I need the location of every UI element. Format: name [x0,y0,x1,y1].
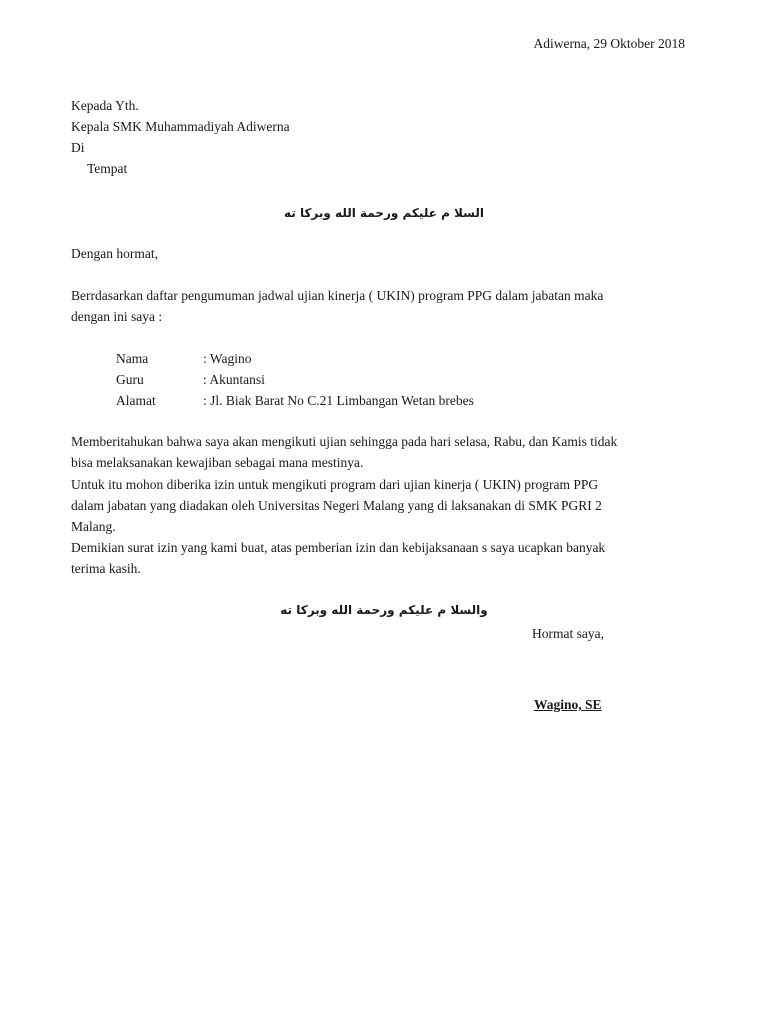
body-p2-line-1: Untuk itu mohon diberika izin untuk mengikuti program dari ujian kinerja ( UKIN) program PPG [71,477,599,492]
closing-phrase: Hormat saya, [532,626,604,641]
intro-line-1: Berrdasarkan daftar pengumuman jadwal ujian kinerja ( UKIN) program PPG dalam jabatan maka [71,288,604,303]
field-label-guru: Guru [116,372,144,387]
body-p3-line-1: Demikian surat izin yang kami buat, atas pemberian izin dan kebijaksanaan s saya ucapkan banyak [71,540,606,555]
greeting: Dengan hormat, [71,246,158,261]
field-value-guru: : Akuntansi [203,372,265,387]
salam-closing: والسلا م عليكم ورحمة الله وبركا ته [280,603,488,617]
recipient-line-1: Kepada Yth. [71,98,139,113]
body-p1-line-1: Memberitahukan bahwa saya akan mengikuti ujian sehingga pada hari selasa, Rabu, dan Kamis tidak [71,434,618,449]
field-label-alamat: Alamat [116,393,156,408]
body-p3-line-2: terima kasih. [71,561,141,576]
body-p2-line-2: dalam jabatan yang diadakan oleh Universitas Negeri Malang yang di laksanakan di SMK PGRI 2 [71,498,602,513]
intro-line-2: dengan ini saya : [71,309,163,324]
field-value-nama: : Wagino [203,351,252,366]
field-value-alamat: : Jl. Biak Barat No C.21 Limbangan Wetan brebes [203,393,474,408]
signature-name: Wagino, SE [534,697,602,712]
body-p1-line-2: bisa melaksanakan kewajiban sebagai mana mestinya. [71,455,364,470]
recipient-line-3: Di [71,140,85,155]
salam-opening: السلا م عليكم ورحمة الله وبركا ته [283,206,484,220]
field-label-nama: Nama [116,351,149,366]
recipient-line-4: Tempat [87,161,128,176]
recipient-line-2: Kepala SMK Muhammadiyah Adiwerna [71,119,290,134]
body-p2-line-3: Malang. [71,519,116,534]
letter-date: Adiwerna, 29 Oktober 2018 [533,36,685,51]
